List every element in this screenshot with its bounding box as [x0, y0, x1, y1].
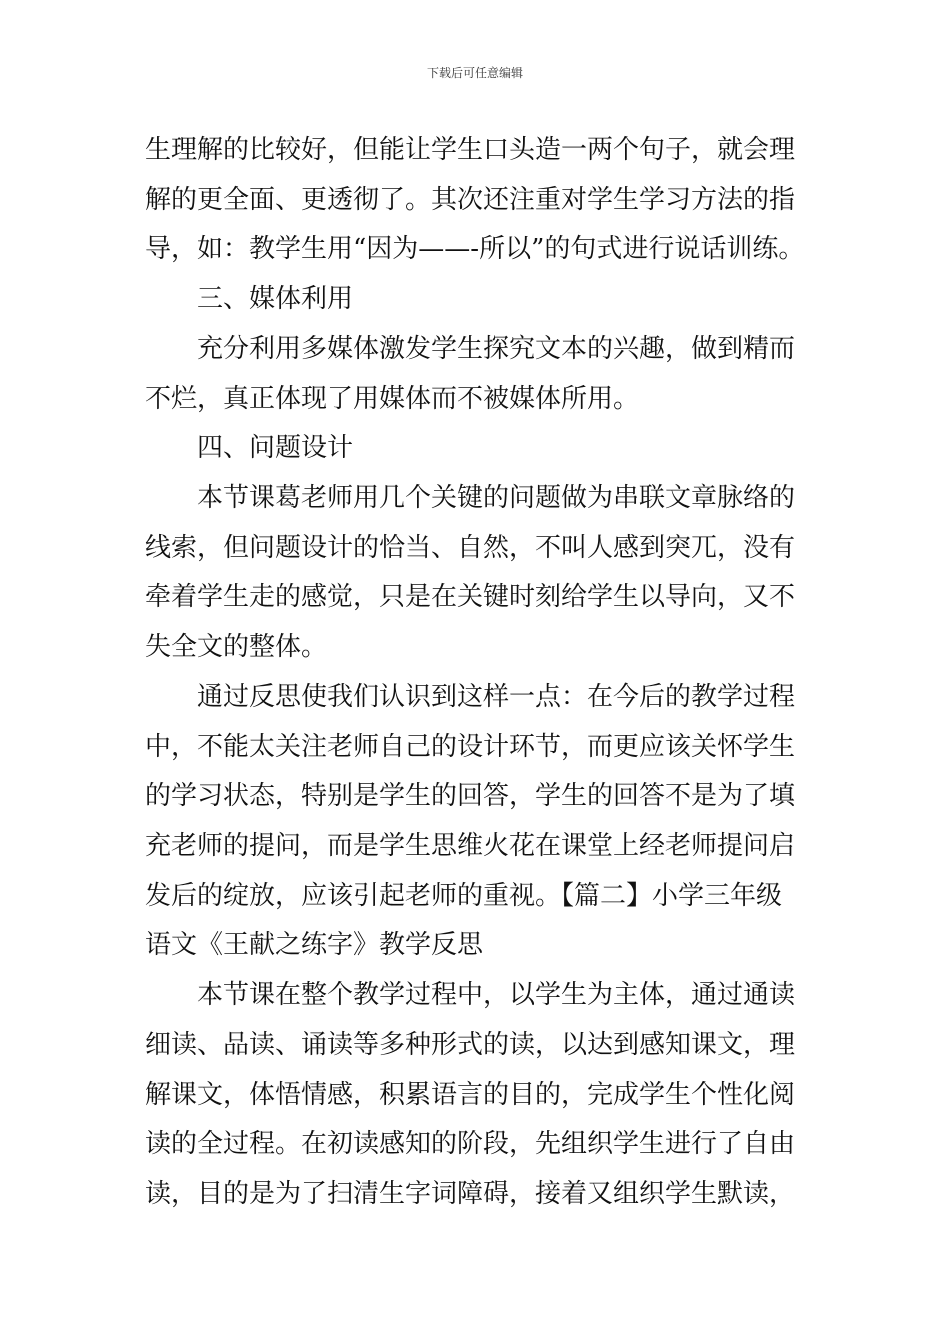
text-line: 本节课在整个教学过程中，以学生为主体，通过通读: [197, 980, 796, 1010]
text-line: 细读、品读、诵读等多种形式的读，以达到感知课文，理: [145, 1030, 796, 1060]
text-line: 线索，但问题设计的恰当、自然，不叫人感到突兀，没有: [145, 533, 796, 563]
text-line: 读，目的是为了扫清生字词障碍，接着又组织学生默读，: [145, 1179, 796, 1209]
text-line: 解课文，体悟情感，积累语言的目的，完成学生个性化阅: [145, 1080, 796, 1110]
text-line: 失全文的整体。: [145, 632, 328, 662]
text-line: 通过反思使我们认识到这样一点：在今后的教学过程: [197, 682, 796, 712]
text-line: 本节课葛老师用几个关键的问题做为串联文章脉络的: [197, 483, 796, 513]
text-line: 充分利用多媒体激发学生探究文本的兴趣，做到精而: [197, 334, 796, 364]
text-line: 解的更全面、更透彻了。其次还注重对学生学习方法的指: [145, 185, 796, 215]
text-line: 导，如：教学生用“因为——-所以”的句式进行说话训练。: [145, 234, 805, 264]
text-line: 充老师的提问，而是学生思维火花在课堂上经老师提问启: [145, 831, 796, 861]
text-line: 语文《王献之练字》教学反思: [145, 930, 484, 960]
text-line: 读的全过程。在初读感知的阶段，先组织学生进行了自由: [145, 1129, 796, 1159]
text-line: 不烂，真正体现了用媒体而不被媒体所用。: [145, 384, 640, 414]
text-line: 的学习状态，特别是学生的回答，学生的回答不是为了填: [145, 781, 796, 811]
text-line: 发后的绽放，应该引起老师的重视。【篇二】小学三年级: [145, 881, 783, 911]
section-heading: 四、问题设计: [197, 433, 354, 463]
text-line: 中，不能太关注老师自己的设计环节，而更应该关怀学生: [145, 732, 796, 762]
page-header: 下载后可任意编辑: [426, 66, 523, 80]
text-line: 牵着学生走的感觉，只是在关键时刻给学生以导向，又不: [145, 582, 796, 612]
section-heading: 三、媒体利用: [197, 284, 354, 314]
text-line: 生理解的比较好，但能让学生口头造一两个句子，就会理: [145, 135, 796, 165]
